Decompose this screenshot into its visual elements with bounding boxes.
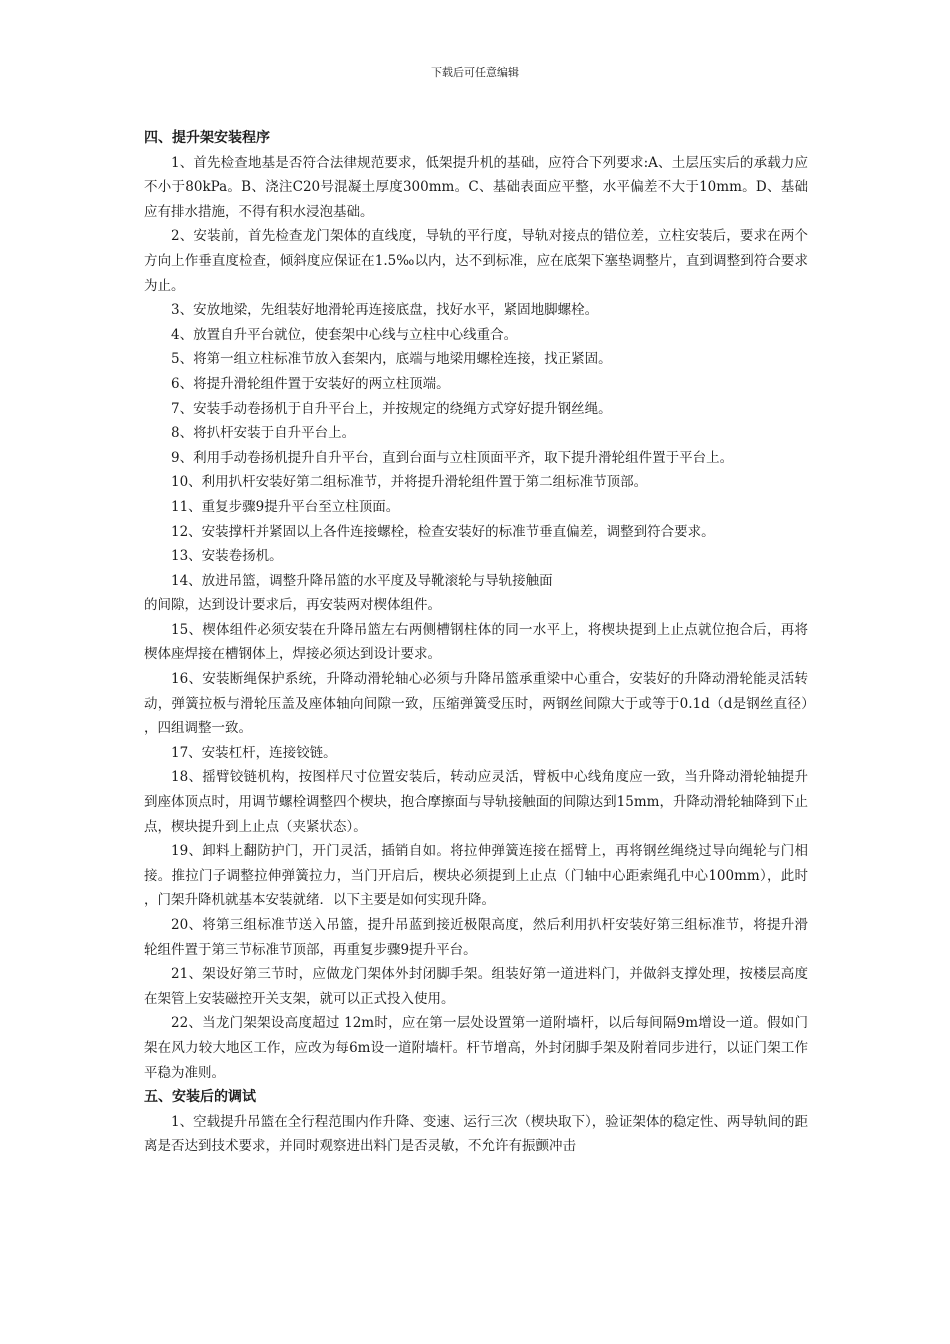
section-4-title: 四、提升架安装程序 bbox=[144, 130, 270, 146]
page-header: 下载后可任意编辑 bbox=[431, 66, 519, 79]
paragraph: 20、将第三组标准节送入吊篮，提升吊蓝到接近极限高度，然后利用扒杆安装好第三组标准节，将提升滑轮组件置于第三节标准节顶部，再重复步骤9提升平台。 bbox=[144, 917, 808, 958]
paragraph: 15、楔体组件必须安装在升降吊篮左右两侧槽钢柱体的同一水平上，将楔块提到上止点就位抱合后，再将楔体座焊接在槽钢体上，焊接必须达到设计要求。 bbox=[144, 621, 808, 663]
paragraph: 2、安装前，首先检查龙门架体的直线度，导轨的平行度，导轨对接点的错位差，立柱安装后，要求在两个方向上作垂直度检查，倾斜度应保证在1.5‰以内，达不到标准，应在底架下塞垫调整片，直到调整到符合要求为止。 bbox=[144, 228, 808, 294]
paragraph: 3、安放地梁，先组装好地滑轮再连接底盘，找好水平，紧固地脚螺栓。 bbox=[171, 302, 599, 319]
paragraph: 16、安装断绳保护系统，升降动滑轮轴心必须与升降吊篮承重梁中心重合，安装好的升降动滑轮能灵活转动，弹簧拉板与滑轮压盖及座体轴向间隙一致，压缩弹簧受压时，两钢丝间隙大于或等于0.1d（d是钢丝直径），四组调整一致。 bbox=[144, 671, 808, 737]
paragraph: 1、首先检查地基是否符合法律规范要求，低架提升机的基础，应符合下列要求:A、土层压实后的承载力应不小于80kPa。B、浇注C20号混凝土厚度300mm。C、基础表面应平整，水平偏差不大于10mm。D、基础应有排水措施，不得有积水浸泡基础。 bbox=[144, 154, 808, 220]
paragraph-continuation: 的间隙，达到设计要求后，再安装两对楔体组件。 bbox=[144, 597, 441, 614]
paragraph: 10、利用扒杆安装好第二组标准节，并将提升滑轮组件置于第二组标准节顶部。 bbox=[171, 474, 648, 491]
paragraph: 17、安装杠杆，连接铰链。 bbox=[171, 744, 337, 761]
paragraph: 22、当龙门架架设高度超过 12m时，应在第一层处设置第一道附墙杆，以后每间隔9m增设一道。假如门架在风力较大地区工作，应改为每6m设一道附墙杆。杆节增高，外封闭脚手架及附着同步进行，以证门架工作平稳为准则。 bbox=[144, 1015, 808, 1081]
paragraph: 14、放进吊篮，调整升降吊篮的水平度及导靴滚轮与导轨接触面 bbox=[171, 572, 553, 589]
paragraph: 19、卸料上翻防护门，开门灵活，插销自如。将拉伸弹簧连接在摇臂上，再将钢丝绳绕过导向绳轮与门相接。推拉门子调整拉伸弹簧拉力，当门开启后，楔块必须提到上止点（门轴中心距索绳孔中心100mm），此时，门架升降机就基本安装就绪．以下主要是如何实现升降。 bbox=[144, 843, 808, 909]
section-5-title: 五、安装后的调试 bbox=[144, 1089, 256, 1106]
paragraph: 9、利用手动卷扬机提升自升平台，直到台面与立柱顶面平齐，取下提升滑轮组件置于平台上。 bbox=[171, 449, 734, 466]
paragraph: 8、将扒杆安装于自升平台上。 bbox=[171, 425, 356, 442]
paragraph: 4、放置自升平台就位，使套架中心线与立柱中心线重合。 bbox=[171, 326, 518, 343]
paragraph: 1、空载提升吊篮在全行程范围内作升降、变速、运行三次（楔块取下），验证架体的稳定性、两导轨间的距离是否达到技术要求，并同时观察进出料门是否灵敏，不允许有振颤冲击 bbox=[144, 1113, 808, 1155]
paragraph: 21、架设好第三节时，应做龙门架体外封闭脚手架。组装好第一道进料门，并做斜支撑处理，按楼层高度在架管上安装磁控开关支架，就可以正式投入使用。 bbox=[144, 966, 808, 1007]
paragraph: 12、安装撑杆并紧固以上各件连接螺栓，检查安装好的标准节垂直偏差，调整到符合要求。 bbox=[171, 523, 715, 540]
paragraph: 13、安装卷扬机。 bbox=[171, 548, 283, 565]
paragraph: 11、重复步骤9提升平台至立柱顶面。 bbox=[171, 498, 400, 515]
document-body bbox=[144, 126, 808, 1159]
paragraph: 7、安装手动卷扬机于自升平台上，并按规定的绕绳方式穿好提升钢丝绳。 bbox=[171, 400, 612, 417]
paragraph: 6、将提升滑轮组件置于安装好的两立柱顶端。 bbox=[171, 375, 450, 392]
paragraph: 5、将第一组立柱标准节放入套架内，底端与地梁用螺栓连接，找正紧固。 bbox=[171, 351, 612, 368]
paragraph: 18、摇臂铰链机构，按图样尺寸位置安装后，转动应灵活，臂板中心线角度应一致，当升降动滑轮轴提升到座体顶点时，用调节螺栓调整四个楔块，抱合摩擦面与导轨接触面的间隙达到15mm，升降动滑轮轴降到下止点，楔块提升到上止点（夹紧状态）。 bbox=[144, 769, 808, 835]
